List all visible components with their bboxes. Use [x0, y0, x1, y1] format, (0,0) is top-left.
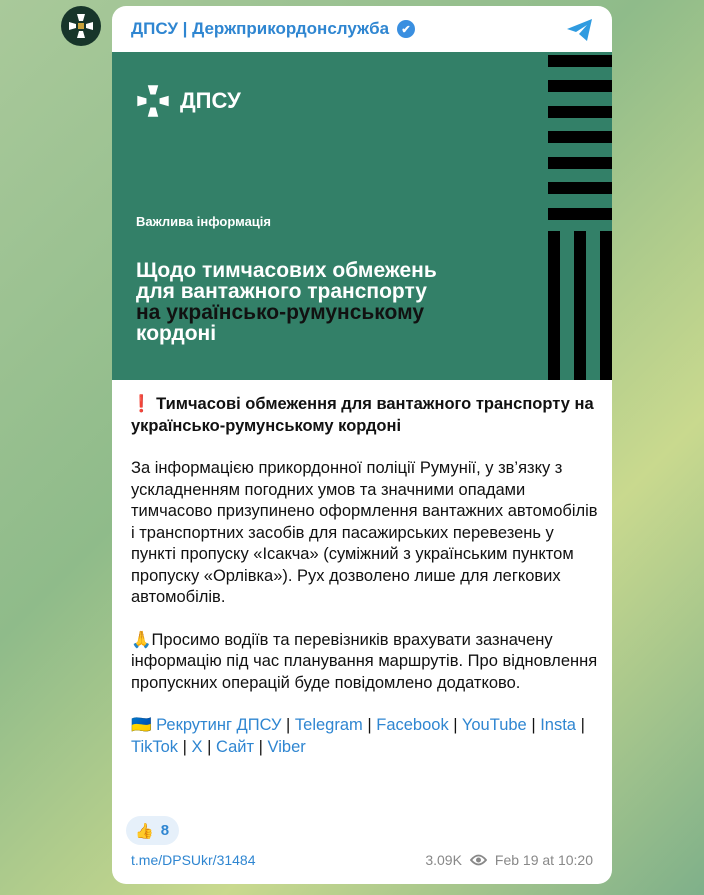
- link-site[interactable]: Сайт: [216, 737, 255, 756]
- stripe: [548, 55, 612, 67]
- stripe: [548, 157, 612, 169]
- logo-text: ДПСУ: [180, 88, 241, 113]
- link-telegram[interactable]: Telegram: [294, 716, 363, 734]
- link-insta[interactable]: Insta: [540, 716, 576, 734]
- message-bubble: [112, 6, 612, 884]
- link-viber[interactable]: Viber: [267, 737, 306, 756]
- post-date: Feb 19 at 10:20: [494, 852, 593, 868]
- link-x[interactable]: X: [191, 737, 203, 756]
- eye-icon: [470, 854, 487, 866]
- paragraph: Просимо водіїв та перевізників врахувати зазначену інформацію під час планування маршрутів. Про відновлення пропускних операцій буде повідомлено додатково.: [131, 630, 598, 692]
- image-label: Важлива інформація: [136, 214, 271, 229]
- channel-name[interactable]: ДПСУ | Держприкордонслужба: [131, 19, 390, 38]
- stripe: [548, 106, 612, 118]
- links-line: 🇺🇦 Рекрутинг ДПСУ | Telegram | Facebook | YouTube | Insta | TikTok | X | Сайт | Viber: [131, 716, 585, 756]
- stripe: [548, 231, 560, 380]
- channel-avatar[interactable]: [61, 6, 101, 46]
- stripe: [548, 182, 612, 194]
- view-count: 3.09K: [425, 852, 462, 868]
- dpsu-emblem-icon: [68, 13, 94, 39]
- paragraph: За інформацією прикордонної поліції Румунії, у зв’язку з ускладненням погодних умов та значними опадами тимчасово призупинено оформлення вантажних автомобілів і транспортних засобів для пасажирських перевезень у пункті пропуску «Ісакча» (суміжний з українським пунктом пропуску «Орлівка»). Рух дозволено лише для легкових автомобілів.: [131, 459, 598, 606]
- image-logo: [136, 84, 241, 118]
- stripe: [548, 208, 612, 220]
- link-youtube[interactable]: YouTube: [461, 716, 527, 734]
- reaction-count: 8: [160, 822, 170, 839]
- post-link[interactable]: t.me/DPSUkr/31484: [131, 852, 256, 868]
- link-facebook[interactable]: Facebook: [376, 716, 449, 734]
- image-title: Щодо тимчасових обмежень для вантажного транспорту на українсько-румунському кордоні: [136, 259, 437, 345]
- telegram-share-icon[interactable]: [566, 18, 594, 42]
- stripe: [574, 231, 586, 380]
- link-recruiting[interactable]: Рекрутинг ДПСУ: [156, 716, 282, 734]
- post-text: [131, 394, 601, 779]
- pray-icon: 🙏: [131, 630, 152, 649]
- post-heading: Тимчасові обмеження для вантажного транспорту на українсько-румунському кордоні: [131, 395, 594, 435]
- post-image[interactable]: [112, 52, 612, 380]
- stripe: [548, 131, 612, 143]
- ukraine-flag-icon: 🇺🇦: [131, 716, 152, 734]
- thumbs-up-icon: 👍: [135, 822, 154, 840]
- link-tiktok[interactable]: TikTok: [131, 737, 179, 756]
- stripe: [600, 231, 612, 380]
- dpsu-emblem-icon: [136, 84, 170, 118]
- exclamation-icon: ❗: [131, 395, 152, 413]
- verified-icon: ✔: [397, 20, 415, 38]
- reaction-thumbs-up[interactable]: [126, 816, 179, 845]
- stripe: [548, 80, 612, 92]
